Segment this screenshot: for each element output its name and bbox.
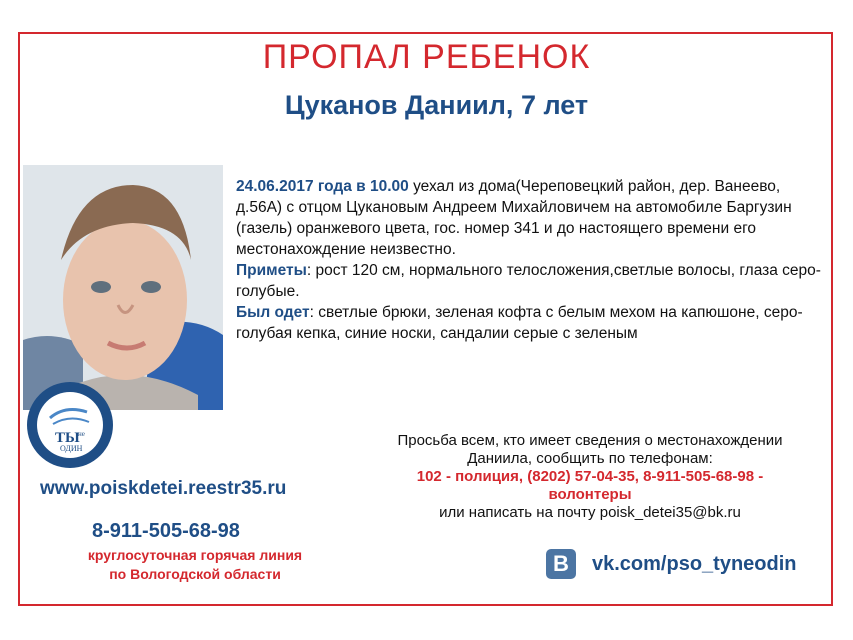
hotline-caption-line2: по Вологодской области: [109, 566, 281, 582]
clothes-text: : светлые брюки, зеленая кофта с белым мехом на капюшоне, серо-голубая кепка, синие носки, сандалии серые с зеленым: [236, 304, 803, 342]
description-block: [236, 176, 826, 344]
phones-line1: 102 - полиция, (8202) 57-04-35, 8-911-505-68-98 -: [416, 468, 764, 485]
request-line1: Просьба всем, кто имеет сведения о местонахождении: [397, 432, 783, 449]
features-text: : рост 120 см, нормального телосложения,светлые волосы, глаза серо-голубые.: [236, 262, 821, 300]
circumstances-paragraph: [236, 176, 826, 260]
vk-link[interactable]: vk.com/pso_tyneodin: [592, 553, 797, 575]
features-paragraph: [236, 260, 826, 302]
request-line2: Даниила, сообщить по телефонам:: [467, 450, 713, 467]
vk-icon: B: [546, 549, 576, 579]
circumstances-text: уехал из дома(Череповецкий район, дер. Ванеево, д.56А) с отцом Цукановым Андреем Михайловичем на автомобиле Баргузин (газель) оранжевого цвета, гос. номер 341 и до настоящего времени его местонахождение неизвестно.: [236, 178, 792, 258]
features-label: Приметы: [236, 262, 307, 279]
emblem-text-small: не: [78, 430, 85, 438]
search-team-emblem: [25, 380, 115, 470]
email-line: или написать на почту poisk_detei35@bk.ru: [439, 504, 741, 521]
child-portrait-image: [23, 165, 223, 410]
emblem-text-main: ТЫ: [55, 430, 80, 446]
hotline-caption-line1: круглосуточная горячая линия: [87, 547, 303, 563]
hotline-phone: 8-911-505-68-98: [92, 520, 240, 542]
contact-request: [355, 432, 825, 522]
phones-line2: волонтеры: [548, 486, 632, 503]
child-photo: [23, 165, 223, 410]
clothes-paragraph: [236, 302, 826, 344]
emblem-logo-icon: [25, 380, 115, 470]
disappearance-date: 24.06.2017 года в 10.00: [236, 178, 409, 195]
page-title: ПРОПАЛ РЕБЕНОК: [262, 38, 591, 76]
website-link[interactable]: www.poiskdetei.reestr35.ru: [40, 478, 287, 499]
clothes-label: Был одет: [236, 304, 310, 321]
emblem-text-bottom: ОДИН: [60, 444, 83, 453]
hotline-caption: [30, 546, 360, 584]
child-name: Цуканов Даниил, 7 лет: [284, 90, 589, 120]
